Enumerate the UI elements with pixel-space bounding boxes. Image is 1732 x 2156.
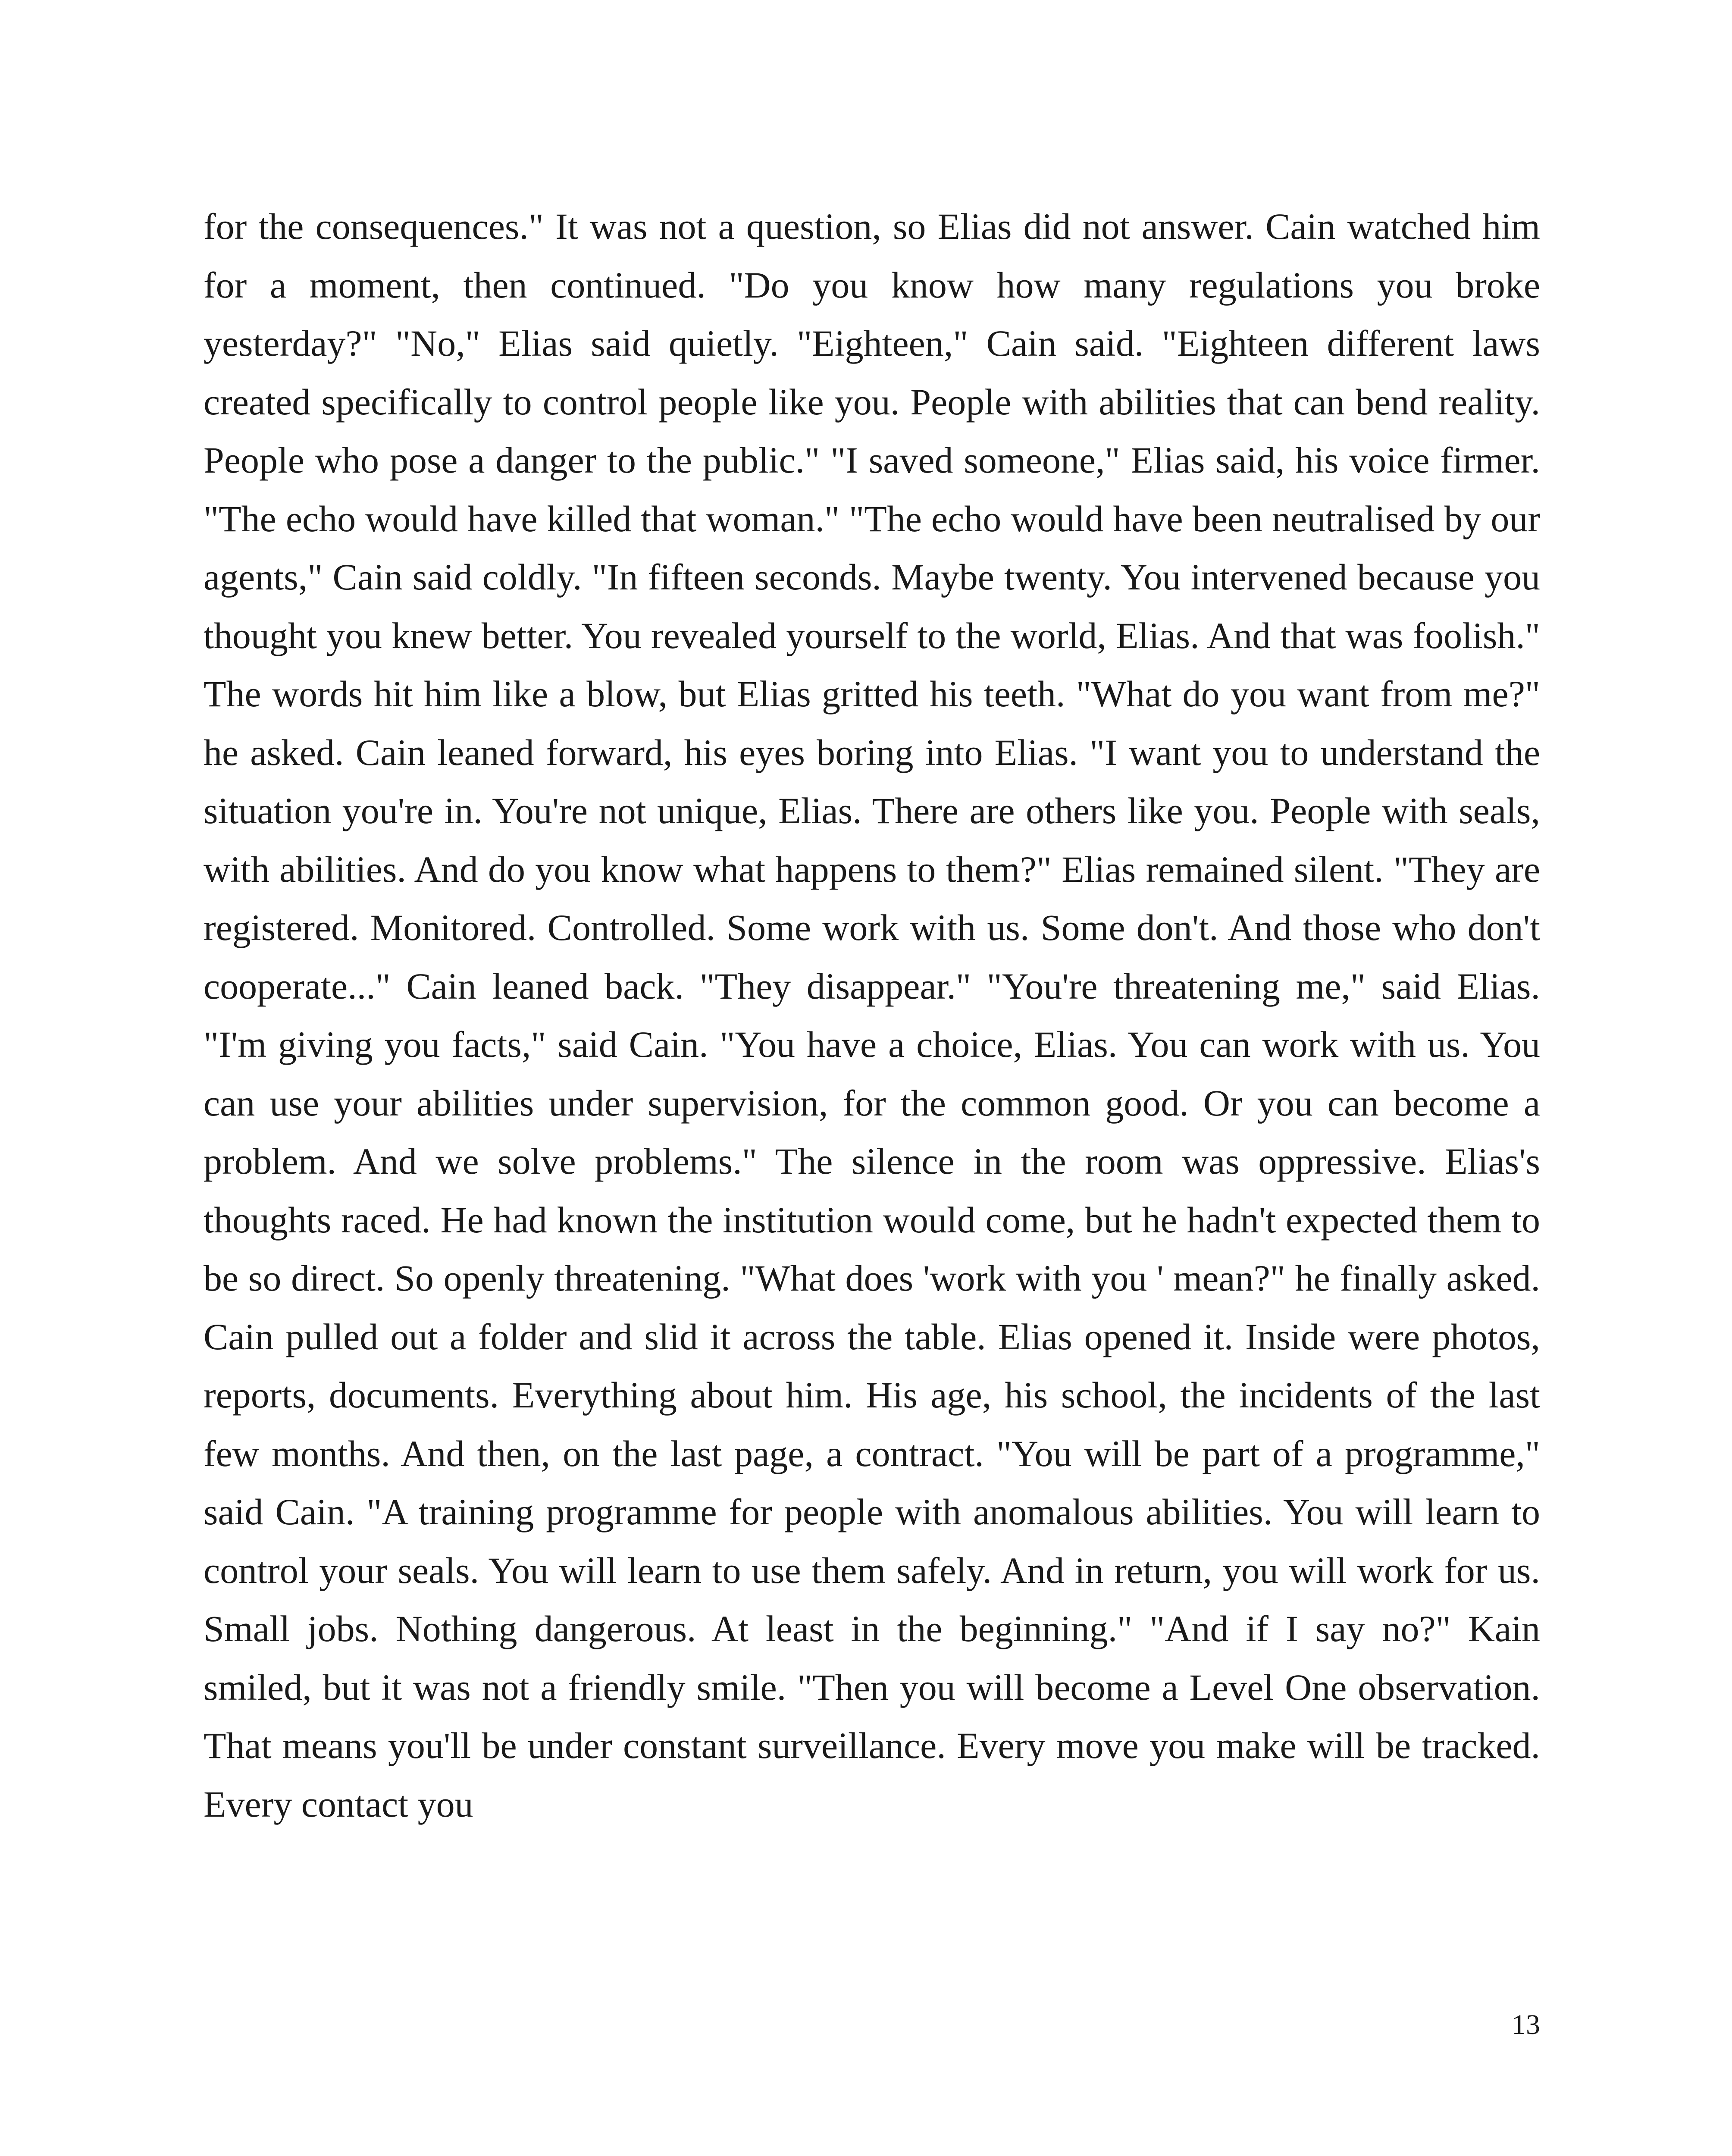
page-number: 13 [1512,2009,1540,2040]
body-paragraph: for the consequences." It was not a question, so Elias did not answer. Cain watched him for a moment, then continued. "Do you know how many regulations you broke yesterday?" "No," Elias said quietly. "Eighteen," Cain said. "Eighteen different laws created specifically to control people like you. People with abilities that can bend reality. People who pose a danger to the public." "I saved someone," Elias said, his voice firmer. "The echo would have killed that woman." "The echo would have been neutralised by our agents," Cain said coldly. "In fifteen seconds. Maybe twenty. You intervened because you thought you knew better. You revealed yourself to the world, Elias. And that was foolish." The words hit him like a blow, but Elias gritted his teeth. "What do you want from me?" he asked. Cain leaned forward, his eyes boring into Elias. "I want you to understand the situation you're in. You're not unique, Elias. There are others like you. People with seals, with abilities. And do you know what happens to them?" Elias remained silent. "They are registered. Monitored. Controlled. Some work with us. Some don't. And those who don't cooperate..." Cain leaned back. "They disappear." "You're threatening me," said Elias. "I'm giving you facts," said Cain. "You have a choice, Elias. You can work with us. You can use your abilities under supervision, for the common good. Or you can become a problem. And we solve problems." The silence in the room was oppressive. Elias's thoughts raced. He had known the institution would come, but he hadn't expected them to be so direct. So openly threatening. "What does 'work with you ' mean?" he finally asked. Cain pulled out a folder and slid it across the table. Elias opened it. Inside were photos, reports, documents. Everything about him. His age, his school, the incidents of the last few months. And then, on the last page, a contract. "You will be part of a programme," said Cain. "A training programme for people with anomalous abilities. You will learn to control your seals. You will learn to use them safely. And in return, you will work for us. Small jobs. Nothing dangerous. At least in the beginning." "And if I say no?" Kain smiled, but it was not a friendly smile. "Then you will become a Level One observation. That means you'll be under constant surveillance. Every move you make will be tracked. Every contact you [204,206,1540,1825]
